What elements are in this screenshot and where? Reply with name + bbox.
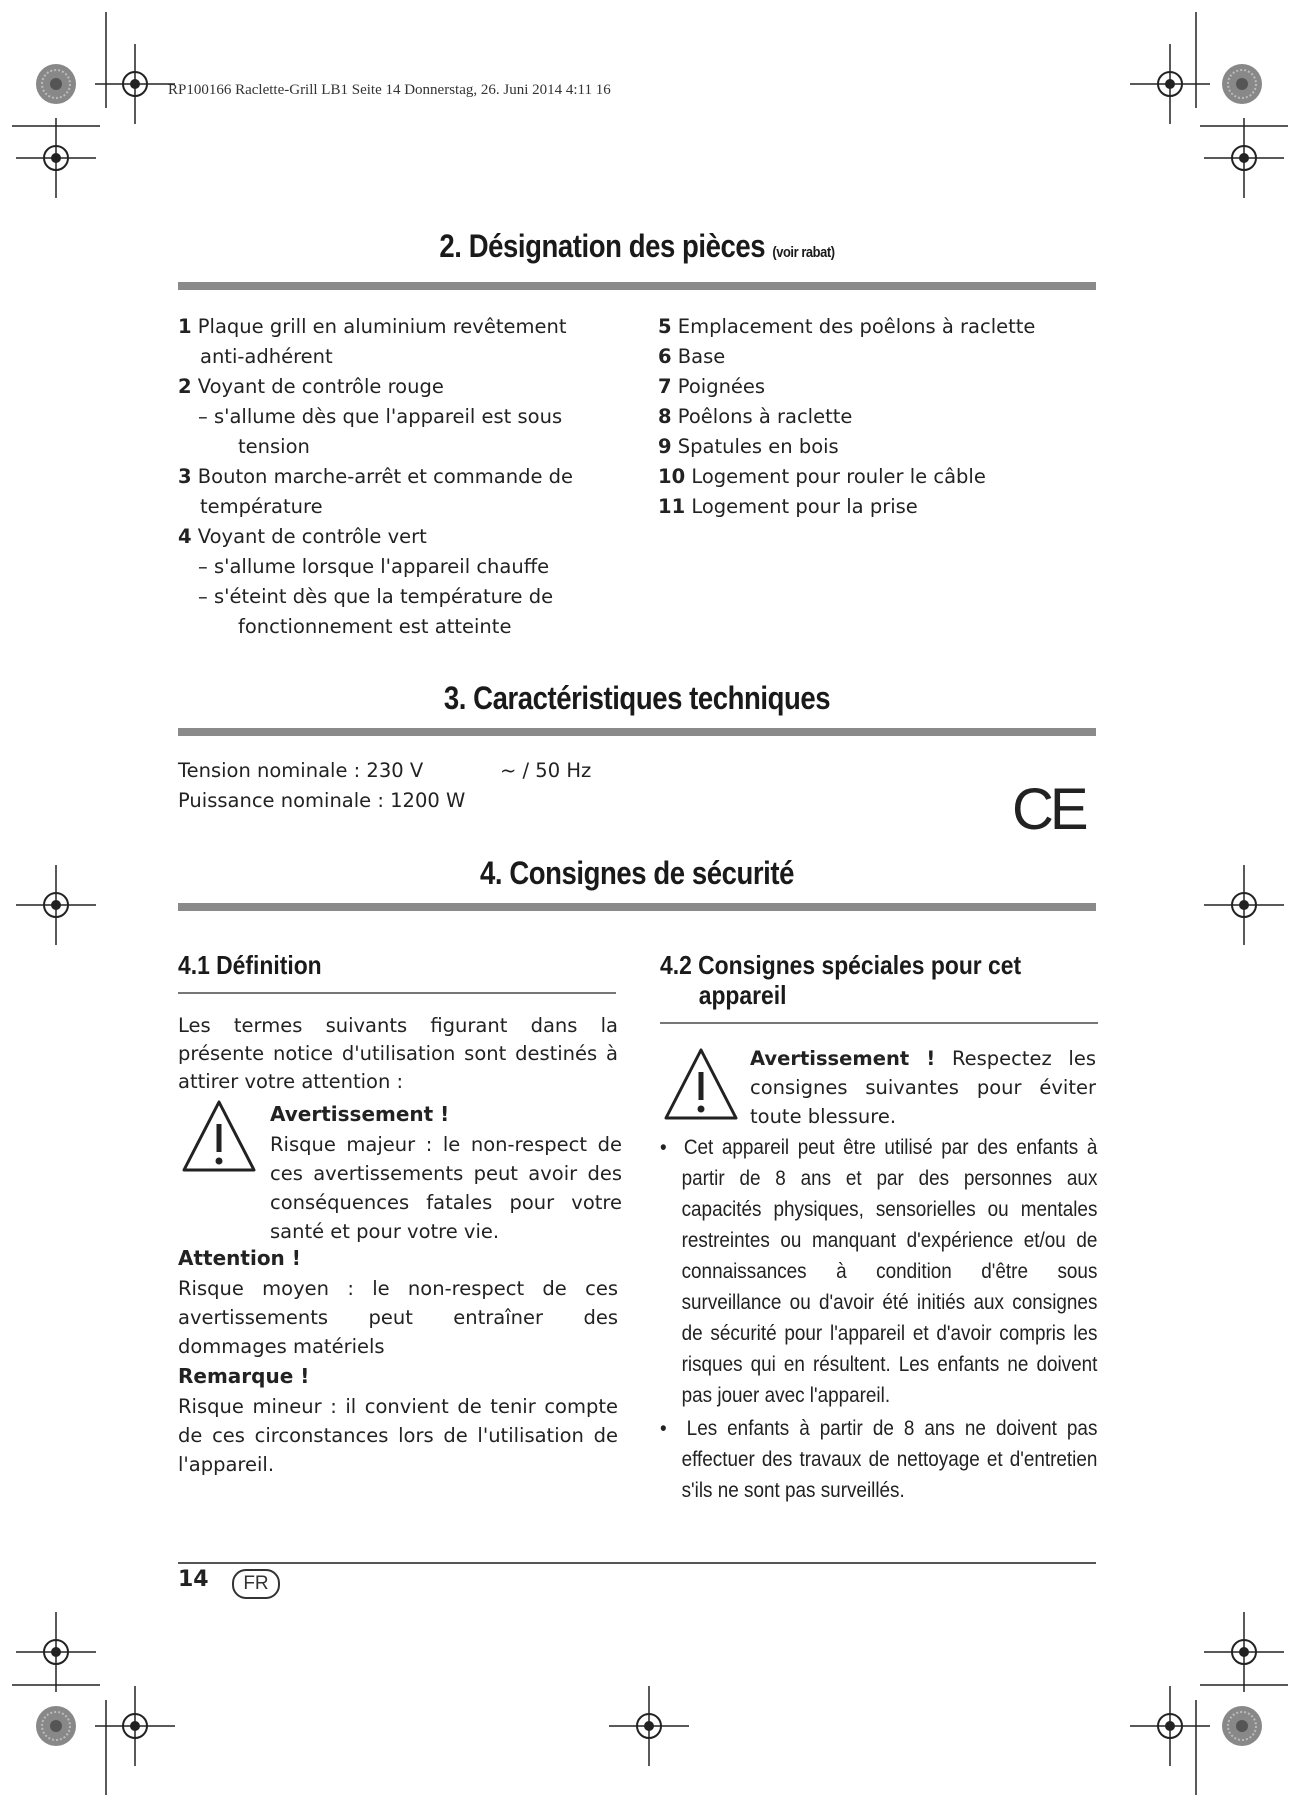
list-subitem: – s'allume dès que l'appareil est sous bbox=[198, 405, 563, 428]
safety-bullets bbox=[660, 1132, 1097, 1508]
crosshair-mark bbox=[16, 865, 96, 945]
disc-mark-top-right bbox=[1222, 64, 1262, 104]
subsection-4-2-title bbox=[660, 950, 1021, 1010]
list-item-continuation: fonctionnement est atteinte bbox=[238, 615, 512, 638]
list-item: 6 Base bbox=[658, 345, 726, 368]
crosshair-mark bbox=[16, 1612, 96, 1692]
list-item-continuation: tension bbox=[238, 435, 310, 458]
crosshair-mark bbox=[1204, 118, 1284, 198]
crosshair-mark bbox=[95, 1686, 175, 1766]
section-4-rule bbox=[178, 903, 1096, 911]
list-item: 4 Voyant de contrôle vert bbox=[178, 525, 427, 548]
section-2-title bbox=[242, 228, 1031, 265]
definition-intro: Les termes suivants figurant dans la présente notice d'utilisation sont destinés à attirer votre attention : bbox=[178, 1014, 618, 1093]
parts-list-right bbox=[658, 312, 1098, 522]
list-item: 9 Spatules en bois bbox=[658, 435, 839, 458]
section-4-title: 4. Consignes de sécurité bbox=[480, 855, 794, 891]
attention-text: Risque moyen : le non-respect de ces avertissements peut entraîner des dommages matériels bbox=[178, 1277, 618, 1358]
section-3-rule bbox=[178, 728, 1096, 736]
list-item: • Les enfants à partir de 8 ans ne doivent pas effectuer des travaux de nettoyage et d'entretien s'ils ne sont pas surveillés. bbox=[660, 1417, 1098, 1502]
list-subitem: – s'allume lorsque l'appareil chauffe bbox=[198, 555, 550, 578]
warning-text: Risque majeur : le non-respect de ces avertissements peut avoir des conséquences fatales pour votre santé et pour votre vie. bbox=[270, 1133, 622, 1243]
list-item: 2 Voyant de contrôle rouge bbox=[178, 375, 444, 398]
subsection-4-2-rule bbox=[660, 1022, 1098, 1024]
parts-list-left bbox=[178, 312, 624, 642]
subsection-4-2-title-line1: 4.2 Consignes spéciales pour cet bbox=[660, 950, 1022, 980]
warning-triangle-icon bbox=[180, 1098, 258, 1176]
list-item: 5 Emplacement des poêlons à raclette bbox=[658, 315, 1036, 338]
page-number: 14 bbox=[178, 1567, 209, 1592]
crosshair-mark bbox=[609, 1686, 689, 1766]
spec-power: Puissance nominale : 1200 W bbox=[178, 789, 466, 812]
list-item: 7 Poignées bbox=[658, 375, 766, 398]
list-item: • Cet appareil peut être utilisé par des enfants à partir de 8 ans et par des personnes aux capacités physiques, sensorielles ou mentales restreintes ou manquant d'expérience et/ou de connaissances à condition d'être sous surveillance ou d'avoir été initiés aux consignes de sécurité pour l'appareil et d'avoir compris les risques qui en résultent. Les enfants ne doivent pas jouer avec l'appareil. bbox=[660, 1136, 1098, 1407]
crosshair-mark bbox=[1204, 1612, 1284, 1692]
section-2-title-text: 2. Désignation des pièces bbox=[439, 228, 766, 264]
crosshair-mark bbox=[1130, 1686, 1210, 1766]
subsection-4-1-title: 4.1 Définition bbox=[178, 950, 322, 980]
crosshair-mark bbox=[1130, 44, 1210, 124]
subsection-4-1-rule bbox=[178, 992, 616, 994]
list-item: 3 Bouton marche-arrêt et commande de bbox=[178, 465, 574, 488]
crosshair-mark bbox=[1204, 865, 1284, 945]
list-item-continuation: anti-adhérent bbox=[200, 345, 333, 368]
disc-mark-bottom-right bbox=[1222, 1706, 1262, 1746]
language-badge: FR bbox=[232, 1569, 280, 1599]
list-item: 1 Plaque grill en aluminium revêtement bbox=[178, 315, 567, 338]
print-header: RP100166 Raclette-Grill LB1 Seite 14 Donnerstag, 26. Juni 2014 4:11 16 bbox=[168, 82, 611, 98]
spec-frequency: ~ / 50 Hz bbox=[500, 759, 592, 782]
special-warning bbox=[750, 1044, 1096, 1131]
crosshair-mark bbox=[95, 44, 175, 124]
attention-label: Attention ! bbox=[178, 1246, 301, 1270]
remark-label: Remarque ! bbox=[178, 1364, 310, 1388]
section-2-rule bbox=[178, 282, 1096, 290]
section-2-title-note: (voir rabat) bbox=[772, 244, 835, 261]
list-subitem: – s'éteint dès que la température de bbox=[198, 585, 554, 608]
special-warning-label: Avertissement ! bbox=[750, 1047, 936, 1070]
disc-mark-top-left bbox=[36, 64, 76, 104]
ce-mark: CE bbox=[1012, 777, 1085, 842]
spec-voltage: Tension nominale : 230 V bbox=[178, 759, 424, 782]
crosshair-mark bbox=[16, 118, 96, 198]
section-3-title: 3. Caractéristiques techniques bbox=[443, 680, 831, 716]
subsection-4-2-title-line2: appareil bbox=[698, 980, 787, 1010]
list-item: 10 Logement pour rouler le câble bbox=[658, 465, 986, 488]
list-item: 8 Poêlons à raclette bbox=[658, 405, 853, 428]
warning-triangle-icon bbox=[662, 1046, 740, 1124]
warning-label: Avertissement ! bbox=[270, 1102, 450, 1126]
special-warning-text: Respectez les consignes suivantes pour éviter toute blessure. bbox=[750, 1047, 1097, 1128]
list-item-continuation: température bbox=[200, 495, 323, 518]
footer-rule bbox=[178, 1562, 1096, 1564]
disc-mark-bottom-left bbox=[36, 1706, 76, 1746]
list-item: 11 Logement pour la prise bbox=[658, 495, 918, 518]
remark-text: Risque mineur : il convient de tenir compte de ces circonstances lors de l'utilisation de l'appareil. bbox=[178, 1395, 618, 1476]
